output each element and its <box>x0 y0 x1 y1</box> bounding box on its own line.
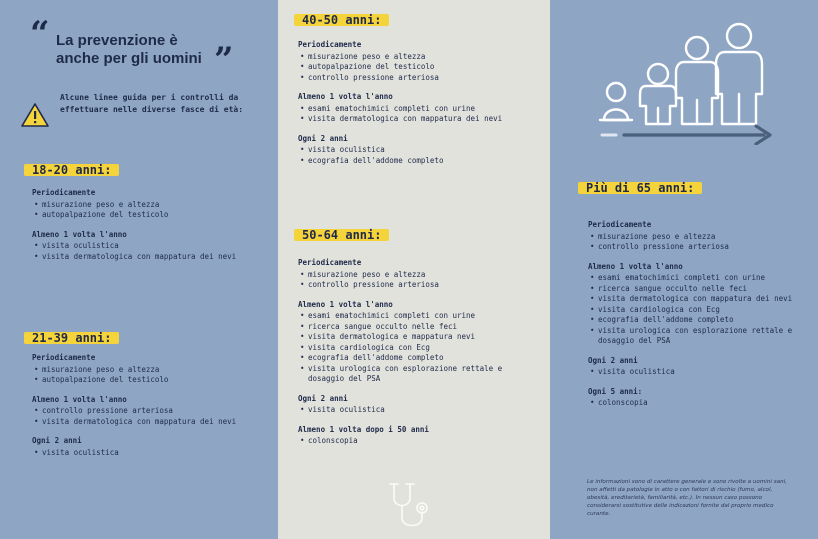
group-title: Ogni 2 anni <box>32 436 82 445</box>
list-item: • esami ematochimici completi con urine <box>588 273 808 284</box>
list-item: • controllo pressione arteriosa <box>32 406 268 417</box>
group-title: Almeno 1 volta l'anno <box>588 261 683 271</box>
list-item: • colonscopia <box>298 436 538 447</box>
left-panel <box>0 0 278 539</box>
list-item: • visita oculistica <box>298 145 538 156</box>
group-title: Ogni 2 anni <box>588 355 638 365</box>
group-title: Almeno 1 volta l'anno <box>32 394 127 404</box>
list-item: • visita oculistica <box>588 367 808 378</box>
section-title-50-64: 50-64 anni: <box>298 227 389 243</box>
section-21-39 <box>32 353 268 458</box>
list-item: • misurazione peso e altezza <box>298 52 538 63</box>
list-item: • colonscopia <box>588 398 808 409</box>
section-title-21-39: 21-39 anni: <box>28 330 119 346</box>
list-item: • autopalpazione del testicolo <box>32 210 268 221</box>
list-item: • visita dermatologica e mappatura nevi <box>298 332 538 343</box>
group-title: Periodicamente <box>32 188 96 197</box>
title-line-2: anche per gli uomini <box>56 50 202 67</box>
list-item: • visita dermatologica con mappatura dei nevi <box>32 252 268 263</box>
section-40-50 <box>298 40 538 166</box>
list-item: • controllo pressione arteriosa <box>298 280 538 291</box>
list-item: • visita dermatologica con mappatura dei nevi <box>298 114 538 125</box>
family-growth-icon <box>596 20 780 145</box>
list-item: • ecografia dell'addome completo <box>298 353 538 364</box>
list-item: • autopalpazione del testicolo <box>32 375 268 386</box>
group-title: Periodicamente <box>32 353 96 362</box>
list-item: • ecografia dell'addome completo <box>588 315 808 326</box>
list-item: • misurazione peso e altezza <box>32 365 268 376</box>
list-item: • controllo pressione arteriosa <box>298 73 538 84</box>
list-item: • esami ematochimici completi con urine <box>298 104 538 115</box>
group-title: Almeno 1 volta dopo i 50 anni <box>298 424 429 434</box>
list-item: • misurazione peso e altezza <box>298 270 538 281</box>
intro-text: Alcune linee guida per i controlli da effettuare nelle diverse fasce di età: <box>60 93 244 114</box>
stethoscope-icon <box>380 478 438 536</box>
list-item: • visita cardiologica con Ecg <box>298 343 538 354</box>
section-50-64 <box>298 258 538 447</box>
section-title-40-50: 40-50 anni: <box>298 12 389 28</box>
warning-icon <box>20 102 50 128</box>
title-line-1: La prevenzione è <box>56 32 178 49</box>
group-title: Periodicamente <box>298 40 362 49</box>
list-item: • autopalpazione del testicolo <box>298 62 538 73</box>
list-item: • controllo pressione arteriosa <box>588 242 808 253</box>
section-18-20 <box>32 188 268 262</box>
list-item: • visita urologica con esplorazione rettale e dosaggio del PSA <box>298 364 538 385</box>
group-title: Almeno 1 volta l'anno <box>32 229 127 239</box>
list-item: • visita oculistica <box>32 448 268 459</box>
list-item: • misurazione peso e altezza <box>32 200 268 211</box>
section-65-plus <box>588 220 808 409</box>
group-title: Ogni 2 anni <box>298 393 348 403</box>
list-item: • misurazione peso e altezza <box>588 232 808 243</box>
group-title: Ogni 2 anni <box>298 133 348 143</box>
close-quote: ” <box>214 40 234 80</box>
disclaimer-text: Le informazioni sono di carattere generale e sono rivolte a uomini sani, non affetti da patologie in atto o con fattori di rischio (fumo, alcol, obesità, ereditarietà, familiarità, etc.). In nessun caso possono considerarsi sostitutive delle indicazioni fornite dal proprio medico curante. <box>587 479 787 517</box>
section-title-65-plus: Più di 65 anni: <box>582 180 702 196</box>
list-item: • ricerca sangue occulto nelle feci <box>298 322 538 333</box>
section-title-18-20: 18-20 anni: <box>28 162 119 178</box>
group-title: Ogni 5 anni: <box>588 386 643 396</box>
list-item: • ecografia dell'addome completo <box>298 156 538 167</box>
list-item: • esami ematochimici completi con urine <box>298 311 538 322</box>
list-item: • ricerca sangue occulto nelle feci <box>588 284 808 295</box>
open-quote: “ <box>30 14 50 54</box>
list-item: • visita dermatologica con mappatura dei nevi <box>32 417 268 428</box>
group-title: Almeno 1 volta l'anno <box>298 92 393 101</box>
list-item: • visita oculistica <box>298 405 538 416</box>
group-title: Periodicamente <box>588 220 652 229</box>
group-title: Periodicamente <box>298 258 362 267</box>
list-item: • visita cardiologica con Ecg <box>588 305 808 316</box>
list-item: • visita oculistica <box>32 241 268 252</box>
list-item: • visita dermatologica con mappatura dei nevi <box>588 294 808 305</box>
group-title: Almeno 1 volta l'anno <box>298 299 393 309</box>
list-item: • visita urologica con esplorazione rettale e dosaggio del PSA <box>588 326 808 347</box>
